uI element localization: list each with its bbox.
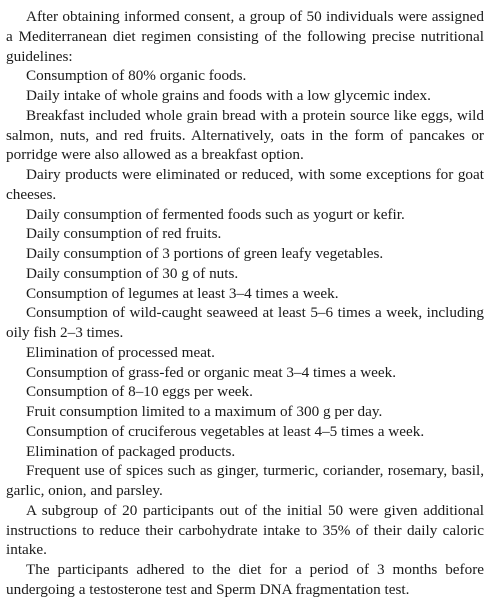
guideline-nuts: Daily consumption of 30 g of nuts. (26, 264, 239, 282)
guideline-organic-foods: Consumption of 80% organic foods. (26, 67, 247, 85)
guideline-cruciferous: Consumption of cruciferous vegetables at least 4–5 times a week. (26, 422, 425, 440)
guideline-grass-fed-meat: Consumption of grass-fed or organic meat 3–4 times a week. (26, 363, 397, 381)
guideline-processed-meat: Elimination of processed meat. (26, 343, 215, 361)
guideline-eggs: Consumption of 8–10 eggs per week. (26, 383, 253, 401)
guideline-whole-grains: Daily intake of whole grains and foods with a low glycemic index. (26, 87, 431, 104)
guideline-legumes: Consumption of legumes at least 3–4 times a week. (26, 284, 339, 302)
paragraph-subgroup: A subgroup of 20 participants out of the initial 50 were given additional instructions to reduce their carbohydrate intake to 35% of their daily caloric intake. (6, 501, 484, 559)
guideline-dairy: Dairy products were eliminated or reduced, with some exceptions for goat cheeses. (6, 166, 484, 203)
guideline-packaged-products: Elimination of packaged products. (26, 442, 236, 460)
guideline-spices: Frequent use of spices such as ginger, turmeric, coriander, rosemary, basil, garlic, onion, and parsley. (6, 462, 484, 499)
guideline-seaweed-fish: Consumption of wild-caught seaweed at least 5–6 times a week, including oily fish 2–3 times. (6, 304, 484, 341)
guideline-fruit-limit: Fruit consumption limited to a maximum of 300 g per day. (26, 403, 383, 420)
guideline-fermented-foods: Daily consumption of fermented foods such as yogurt or kefir. (26, 205, 405, 223)
paragraph-intro: After obtaining informed consent, a group of 50 individuals were assigned a Mediterranean diet regimen consisting of the following precise nutritional guidelines: (6, 8, 484, 65)
guideline-leafy-vegetables: Daily consumption of 3 portions of green leafy vegetables. (26, 245, 384, 262)
guideline-breakfast: Breakfast included whole grain bread with a protein source like eggs, wild salmon, nuts, and red fruits. Alternatively, oats in the form of pancakes or porridge were also allowed as a breakfast option. (6, 106, 484, 164)
paragraph-duration: The participants adhered to the diet for a period of 3 months before undergoing a testosterone test and Sperm DNA fragmentation test. (6, 561, 484, 598)
guideline-red-fruits: Daily consumption of red fruits. (26, 225, 222, 243)
